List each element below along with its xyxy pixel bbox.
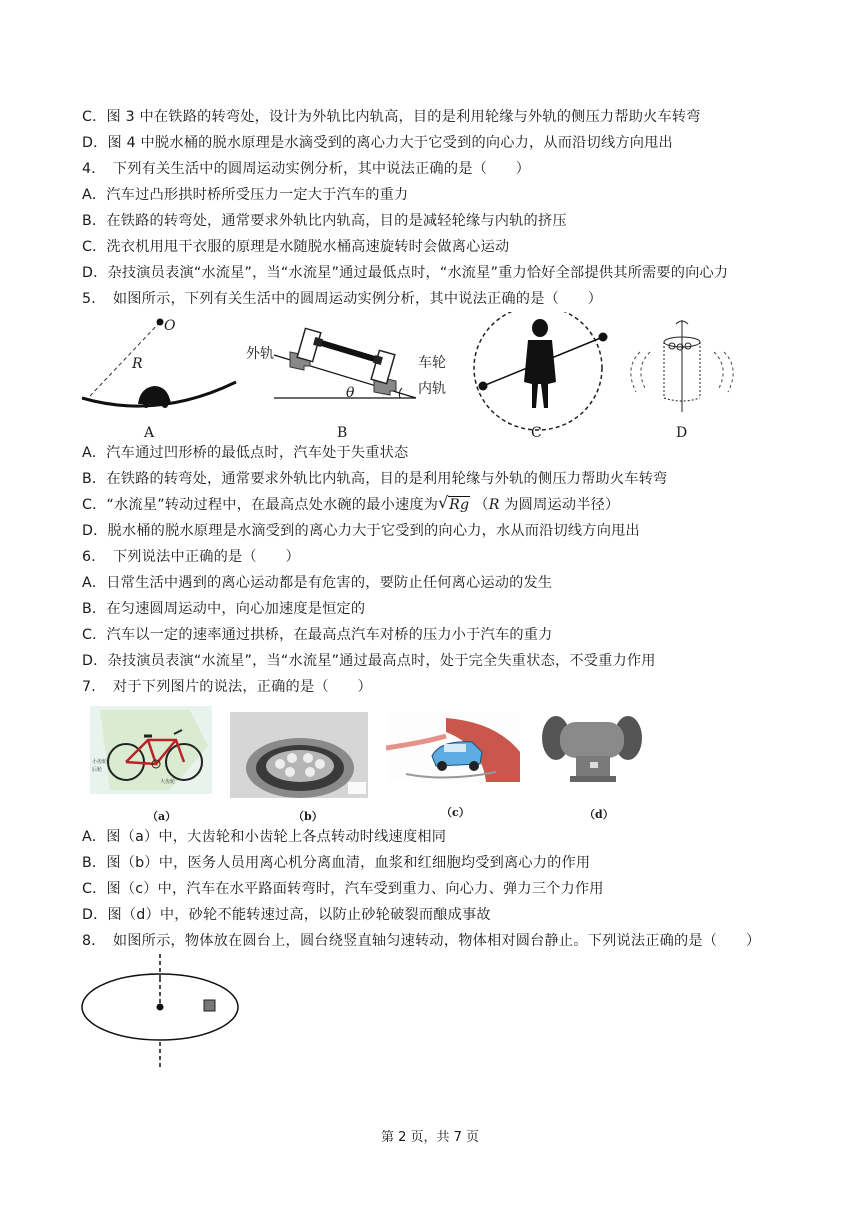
fig5-label-b: B [337, 425, 348, 441]
question-8: 8． 如图所示，物体放在圆台上，圆台绕竖直轴匀速转动，物体相对圆台静止。下列说法正确的是（ ） [82, 933, 761, 949]
option-7c: C．图（c）中，汽车在水平路面转弯时，汽车受到重力、向心力、弹力三个力作用 [82, 881, 604, 897]
option-5a: A．汽车通过凹形桥的最低点时，汽车处于失重状态 [82, 445, 409, 461]
option-5c [82, 495, 619, 515]
option-7a: A．图（a）中，大齿轮和小齿轮上各点转动时线速度相同 [82, 829, 447, 845]
figure-5 [78, 312, 738, 444]
photo-c-car-turning [386, 712, 520, 782]
option-5c-text: C．“水流星”转动过程中，在最高点处水碗的最小速度为 [82, 497, 439, 513]
figure-5a-concave-bridge [82, 319, 236, 409]
fig5b-outer-rail-label: 外轨 [246, 346, 274, 362]
option-7d: D．图（d）中，砂轮不能转速过高，以防止砂轮破裂而酿成事故 [82, 907, 491, 923]
fig5a-label-r: R [132, 356, 143, 372]
option-6a: A．日常生活中遇到的离心运动都是有危害的，要防止任何离心运动的发生 [82, 575, 553, 591]
figure-5c-water-meteor [474, 312, 608, 430]
fig5-label-d: D [676, 425, 688, 441]
sqrt-radicand: Rg [449, 497, 470, 513]
fig7-label-c: （c） [441, 806, 470, 819]
fig5-label-a: A [144, 425, 155, 441]
fig5b-inner-rail-label: 内轨 [418, 381, 446, 397]
figure-8-rotating-disk [78, 950, 248, 1070]
option-6c: C．汽车以一定的速率通过拱桥，在最高点汽车对桥的压力小于汽车的重力 [82, 627, 553, 643]
figure-5d-spin-dryer [631, 320, 733, 412]
fig7-label-a: （a） [147, 810, 177, 823]
question-4: 4． 下列有关生活中的圆周运动实例分析，其中说法正确的是（ ） [82, 161, 531, 177]
option-5c-paren: （ [474, 497, 489, 513]
option-7b: B．图（b）中，医务人员用离心机分离血清，血浆和红细胞均受到离心力的作用 [82, 855, 591, 871]
fig7-label-b: （b） [293, 810, 323, 823]
option-5c-tail: 为圆周运动半径） [499, 497, 620, 513]
option-6b: B．在匀速圆周运动中，向心加速度是恒定的 [82, 601, 366, 617]
page-footer: 第 2 页，共 7 页 [380, 1130, 480, 1145]
fig5-label-c: C [531, 425, 542, 441]
figure-5b-railway [274, 328, 416, 398]
question-7: 7． 对于下列图片的说法，正确的是（ ） [82, 679, 372, 695]
fig5a-label-o: O [164, 318, 176, 334]
fig7-label-d: （d） [584, 808, 614, 821]
option-4d: D．杂技演员表演“水流星”，当“水流星”通过最低点时，“水流星”重力恰好全部提供其所需要的向心力 [82, 265, 729, 281]
option-4b: B．在铁路的转弯处，通常要求外轨比内轨高，目的是减轻轮缘与内轨的挤压 [82, 213, 567, 229]
question-6: 6． 下列说法中正确的是（ ） [82, 549, 300, 565]
option-4c: C．洗衣机用甩干衣服的原理是水随脱水桶高速旋转时会做离心运动 [82, 239, 510, 255]
photo-d-grinder [540, 712, 644, 784]
photo-a-bicycle [90, 706, 212, 794]
sqrt-rg-formula: √ Rg [438, 493, 470, 513]
option-5d: D．脱水桶的脱水原理是水滴受到的离心力大于它受到的向心力，水从而沿切线方向甩出 [82, 523, 640, 539]
photo-a-rear-wheel-label: 后轮 [92, 767, 103, 773]
option-3c: C．图 3 中在铁路的转弯处，设计为外轨比内轨高，目的是利用轮缘与外轨的侧压力帮助火车转弯 [82, 109, 701, 125]
option-4a: A．汽车过凸形拱时桥所受压力一定大于汽车的重力 [82, 187, 409, 203]
fig5b-wheel-label: 车轮 [418, 355, 446, 371]
fig5b-theta-label: θ [346, 385, 355, 401]
radius-symbol: R [488, 497, 500, 513]
option-6d: D．杂技演员表演“水流星”，当“水流星”通过最高点时，处于完全失重状态，不受重力作用 [82, 653, 656, 669]
question-5: 5． 如图所示，下列有关生活中的圆周运动实例分析，其中说法正确的是（ ） [82, 291, 603, 307]
photo-a-big-gear-label: 大齿轮 [160, 779, 176, 785]
photo-a-small-gear-label: 小齿轮 [92, 759, 108, 765]
option-5b: B．在铁路的转弯处，通常要求外轨比内轨高，目的是利用轮缘与外轨的侧压力帮助火车转弯 [82, 471, 668, 487]
photo-b-centrifuge [230, 712, 368, 798]
option-3d: D．图 4 中脱水桶的脱水原理是水滴受到的离心力大于它受到的向心力，从而沿切线方向甩出 [82, 135, 673, 151]
